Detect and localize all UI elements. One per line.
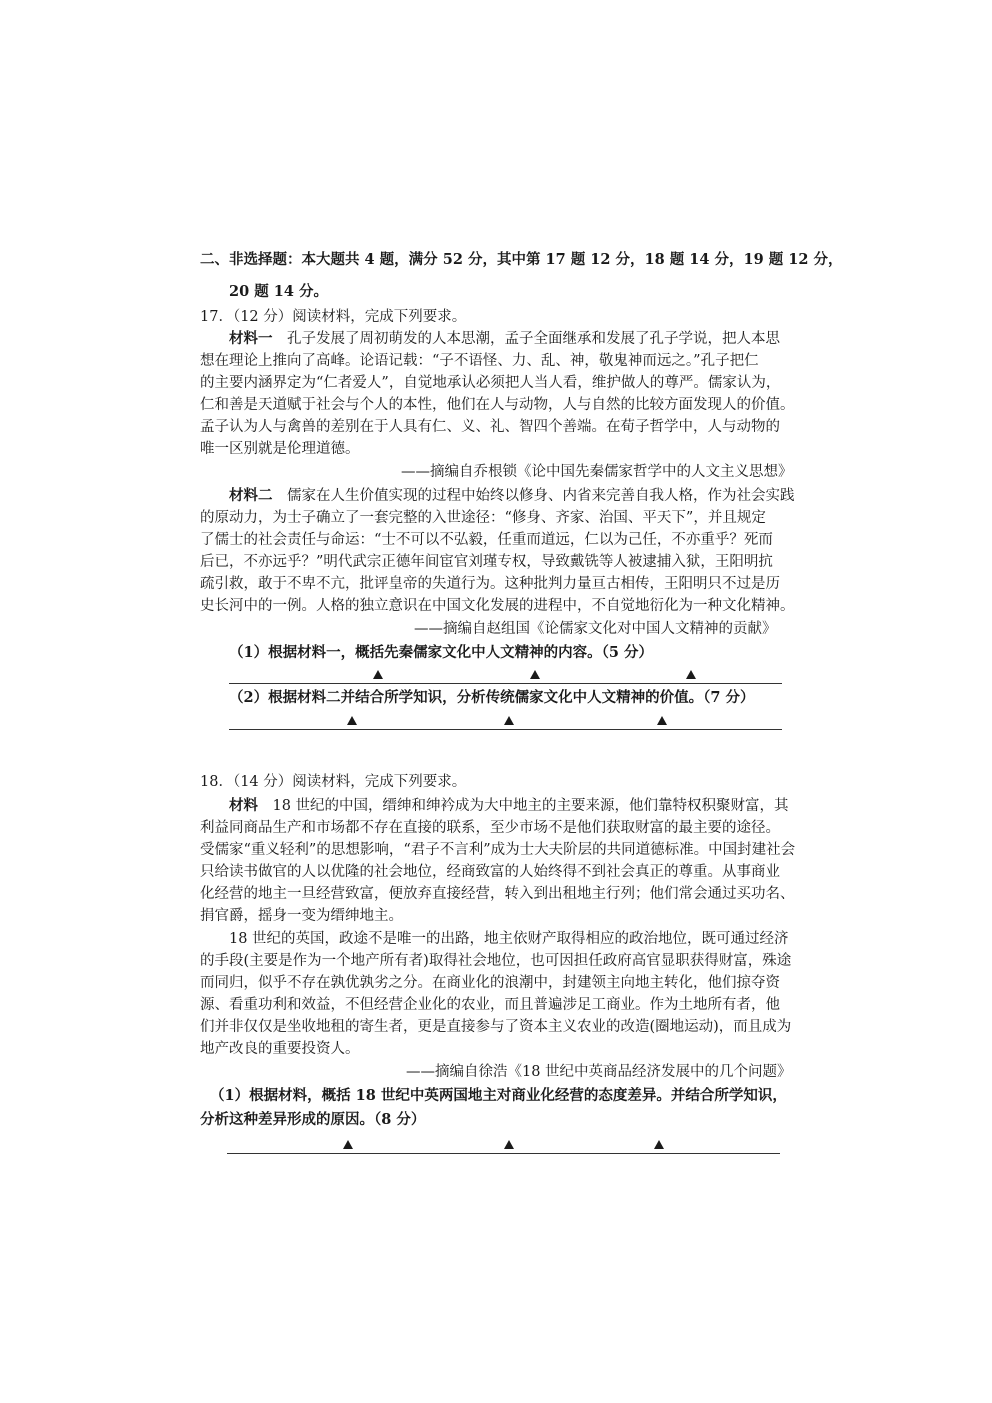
q18-title: 18．（14 分）阅读材料，完成下列要求。 [200,774,467,790]
answer-marker-icon [504,1140,514,1149]
q18-material-line [229,796,789,816]
q18-material-line: 的手段(主要是作为一个地产所有者)取得社会地位，也可因担任政府高官显职获得财富，殊途 [200,953,792,969]
section-header-line-1: 二、非选择题：本大题共 4 题，满分 52 分，其中第 17 题 12 分，18 题 14 分，19 题 12 分， [200,251,843,268]
answer-marker-icon [657,716,667,725]
answer-marker-icon [530,670,540,679]
q17-material1-line: 的主要内涵界定为“仁者爱人”，自觉地承认必须把人当人看，维护做人的尊严。儒家认为， [200,375,781,391]
q17-material2-line: 的原动力，为士子确立了一套完整的入世途径：“修身、齐家、治国、平天下”，并且规定 [200,510,766,526]
q18-material-line: 化经营的地主一旦经营致富，便放弃直接经营，转入到出租地主行列；他们常会通过买功名、 [200,886,795,902]
q17-material2-line [229,486,795,506]
answer-marker-icon [373,670,383,679]
q17-material1-text: 孔子发展了周初萌发的人本思潮，孟子全面继承和发展了孔子学说，把人本思 [287,331,780,347]
q18-material-line: 受儒家“重义轻利”的思想影响，“君子不言利”成为士大夫阶层的共同道德标准。中国封建社会 [200,842,796,858]
q17-sub1-prompt: （1）根据材料一，概括先秦儒家文化中人文精神的内容。（5 分） [229,644,653,661]
q18-material-line: 地产改良的重要投资人。 [200,1041,360,1057]
q18-material-text: 18 世纪的中国，缙绅和绅衿成为大中地主的主要来源，他们靠特权积聚财富，其 [272,798,789,814]
q17-sub2-prompt: （2）根据材料二并结合所学知识，分析传统儒家文化中人文精神的价值。（7 分） [229,689,755,706]
q17-material2-label: 材料二 [229,487,273,504]
q17-title: 17．（12 分）阅读材料，完成下列要求。 [200,309,467,325]
q17-material1-line: 孟子认为人与禽兽的差别在于人具有仁、义、礼、智四个善端。在荀子哲学中，人与动物的 [200,419,780,435]
q18-material-line: 捐官爵，摇身一变为缙绅地主。 [200,908,403,924]
q18-sub1-answer-line[interactable] [227,1153,780,1154]
q17-material2-line: 史长河中的一例。人格的独立意识在中国文化发展的进程中，不自觉地衍化为一种文化精神。 [200,598,795,614]
q18-material-line: 源、看重功利和效益，不但经营企业化的农业，而且普遍涉足工商业。作为土地所有者，他 [200,997,780,1013]
q18-material-line: 只给读书做官的人以优隆的社会地位，经商致富的人始终得不到社会真正的尊重。从事商业 [200,864,780,880]
q18-material-line: 18 世纪的英国，政途不是唯一的出路，地主依财产取得相应的政治地位，既可通过经济 [229,931,789,947]
answer-marker-icon [343,1140,353,1149]
q17-material1-label: 材料一 [229,330,273,347]
q18-material-line: 利益同商品生产和市场都不存在直接的联系，至少市场不是他们获取财富的最主要的途径。 [200,820,780,836]
q17-material2-text: 儒家在人生价值实现的过程中始终以修身、内省来完善自我人格，作为社会实践 [287,488,795,504]
q17-material2-line: 疏引救，敢于不卑不亢，批评皇帝的失道行为。这种批判力量亘古相传，王阳明只不过是历 [200,576,780,592]
q17-material1-line: 仁和善是天道赋于社会与个人的本性，他们在人与动物，人与自然的比较方面发现人的价值。 [200,397,795,413]
q17-sub1-answer-line[interactable] [229,683,782,684]
answer-marker-icon [654,1140,664,1149]
q17-sub2-answer-line[interactable] [229,729,782,730]
section-header-line-2: 20 题 14 分。 [229,283,329,300]
q17-material2-source: ——摘编自赵组国《论儒家文化对中国人文精神的贡献》 [414,621,777,637]
answer-marker-icon [347,716,357,725]
q17-material1-line: 想在理论上推向了高峰。论语记载：“子不语怪、力、乱、神，敬鬼神而远之。”孔子把仁 [200,353,759,369]
q18-material-line: 而同归，似乎不存在孰优孰劣之分。在商业化的浪潮中，封建领主向地主转化，他们掠夺资 [200,975,780,991]
q18-sub1-prompt: （1）根据材料，概括 18 世纪中英两国地主对商业化经营的态度差异。并结合所学知识， [210,1087,787,1104]
q17-material1-line: 唯一区别就是伦理道德。 [200,441,360,457]
q18-sub1-prompt-cont: 分析这种差异形成的原因。（8 分） [200,1111,426,1128]
q17-material1-source: ——摘编自乔根锁《论中国先秦儒家哲学中的人文主义思想》 [401,464,793,480]
q18-material-line: 们并非仅仅是坐收地租的寄生者，更是直接参与了资本主义农业的改造(圈地运动)，而且成为 [200,1019,792,1035]
q18-material-label: 材料 [229,797,258,814]
answer-marker-icon [504,716,514,725]
answer-marker-icon [686,670,696,679]
q17-material2-line: 了儒士的社会责任与命运：“士不可以不弘毅，任重而道远，仁以为己任，不亦重乎？死而 [200,532,773,548]
q18-source: ——摘编自徐浩《18 世纪中英商品经济发展中的几个问题》 [406,1064,792,1080]
q17-material2-line: 后已，不亦远乎？”明代武宗正德年间宦官刘瑾专权，导致戴铣等人被逮捕入狱，王阳明抗 [200,554,773,570]
q17-material1-line [229,329,780,349]
